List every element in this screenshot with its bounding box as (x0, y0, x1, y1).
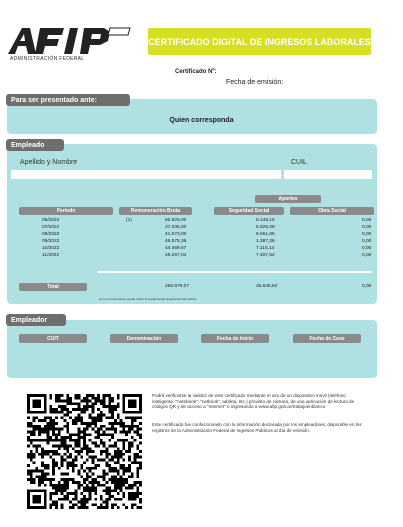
obra-cell: 0,00 (362, 246, 372, 251)
empleado-tag: Empleado (6, 139, 64, 151)
remuneracion-cell: 44.469,67 (165, 246, 187, 251)
periodo-cell: 10/2022 (42, 246, 60, 251)
seguridad-cell: 8.148,16 (256, 218, 275, 223)
table-row (7, 246, 377, 253)
total-label: Total (19, 283, 87, 291)
verification-text: Podrá verificarse la validez de este certificado mediante el uso de un dispositivo móvil (teléfono inteligente, "notebook", "netbook", tableta, etc.) provisto de cámara, de una aplicación de lectura de códigos QR y de acceso a "Internet" o ingresando a www.afip.gob.ar/trabajoenblanco (152, 393, 355, 410)
table-row (7, 253, 377, 260)
seguridad-cell: 1.397,26 (256, 239, 275, 244)
obra-cell: 0,00 (362, 253, 372, 258)
presentado-tag: Para ser presentado ante: (6, 94, 130, 106)
remuneracion-cell: 46.575,36 (165, 239, 187, 244)
col-cuit: CUIT (19, 334, 87, 343)
periodo-cell: 06/2022 (42, 218, 60, 223)
total-divider (98, 271, 372, 273)
apellido-nombre-field (11, 170, 281, 179)
remuneracion-cell: 46.297,04 (165, 253, 187, 258)
cuil-label: CUIL (291, 159, 307, 166)
col-periodo: Periodo (19, 207, 113, 215)
total-remuneracion: 266.879,07 (165, 284, 190, 289)
obra-cell: 0,00 (362, 239, 372, 244)
qr-code[interactable] (27, 391, 142, 512)
table-row (7, 218, 377, 225)
obra-cell: 0,00 (362, 225, 372, 230)
col-fecha-cese: Fecha de Cese (293, 334, 361, 343)
remuneracion-cell: 41.573,00 (165, 232, 187, 237)
obra-cell: 0,00 (362, 218, 372, 223)
empleador-panel (7, 320, 377, 378)
periodo-cell: 08/2022 (42, 232, 60, 237)
apellido-nombre-label: Apellido y Nombre (20, 159, 78, 166)
periodo-cell: 07/2022 (42, 225, 60, 230)
table-row (7, 239, 377, 246)
seguridad-cell: 7.407,52 (256, 253, 275, 258)
total-obra: 0,00 (362, 284, 372, 289)
obra-cell: 0,00 (362, 232, 372, 237)
certificado-number-label: Certificado Nº: (175, 69, 217, 75)
col-obra-social: Obra Social (290, 207, 374, 215)
col-denominacion: Denominación (110, 334, 178, 343)
remuneracion-cell: 50.926,00 (165, 218, 187, 223)
seguridad-cell: 6.651,68 (256, 232, 275, 237)
total-row (7, 284, 377, 291)
seguridad-cell: 5.926,08 (256, 225, 275, 230)
col-seguridad-social: Seguridad Social (214, 207, 284, 215)
table-row (7, 232, 377, 239)
col-fecha-inicio: Fecha de Inicio (201, 334, 269, 343)
periodo-cell: 09/2022 (42, 239, 60, 244)
periodo-cell: 11/2022 (42, 253, 59, 258)
empleador-tag: Empleador (6, 314, 66, 326)
nota-cell: (1) (126, 218, 132, 223)
aportes-header: Aportes (255, 195, 321, 203)
periods-table (7, 218, 377, 270)
col-remuneracion: Remuneración Bruta (119, 207, 192, 215)
remuneracion-footnote: (1) La remuneración puede incluir el sueldo anual complementario (SAC). (99, 297, 197, 301)
cuil-field (284, 170, 372, 179)
document-title: CERTIFICADO DIGITAL DE INGRESOS LABORALES (148, 28, 371, 55)
remuneracion-cell: 37.036,00 (165, 225, 187, 230)
fecha-emision-label: Fecha de emisión: (226, 79, 284, 86)
total-seguridad: 36.645,84 (256, 284, 278, 289)
seguridad-cell: 7.115,14 (256, 246, 275, 251)
presentado-value: Quien corresponda (169, 117, 234, 124)
data-source-text: Este certificado fue confeccionado con la información declarada por los empleadores, disponible en los registros de la Administración Federal de Ingresos Públicos al día de emisión. (152, 422, 362, 433)
table-row (7, 225, 377, 232)
logo-subtitle: ADMINISTRACIÓN FEDERAL (10, 56, 85, 62)
